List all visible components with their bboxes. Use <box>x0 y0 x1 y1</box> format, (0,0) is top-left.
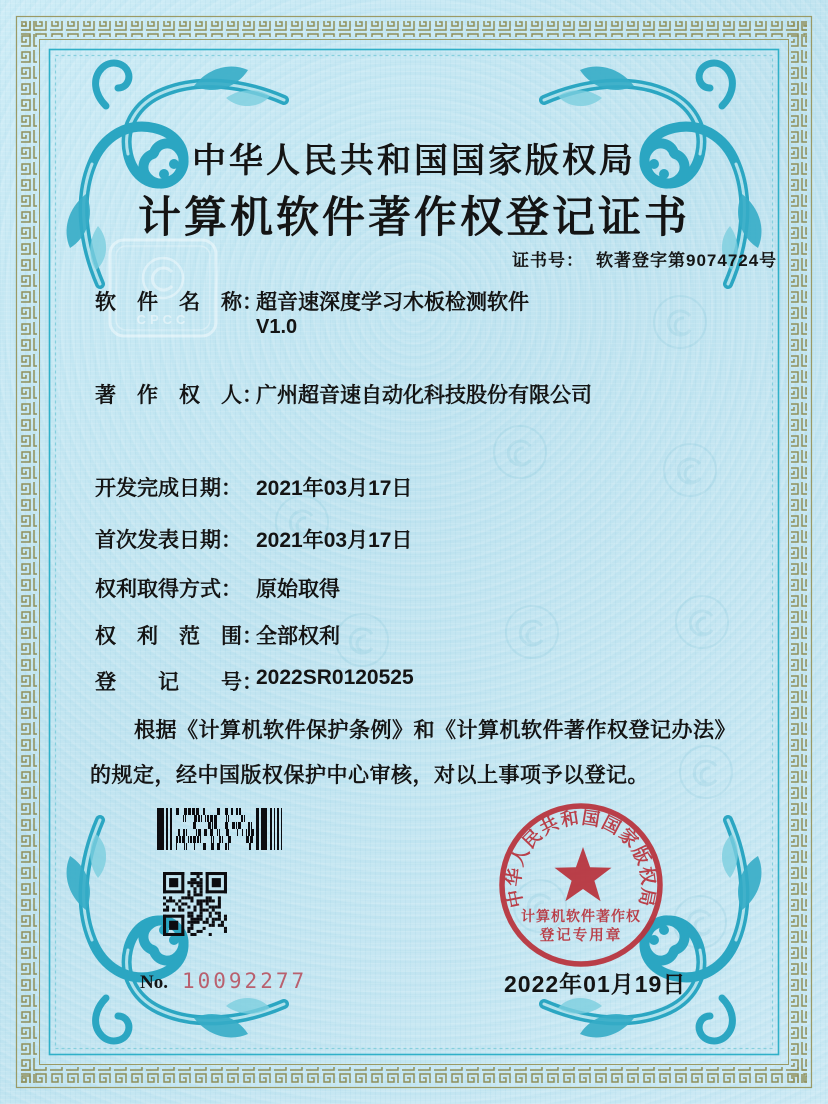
certificate-number-value: 软著登字第9074724号 <box>596 251 778 270</box>
seal-ring-text: 中华人民共和国国家版权局 <box>503 807 659 910</box>
issuer-title: 中华人民共和国国家版权局 <box>192 142 636 180</box>
registration-statement: 根据《计算机软件保护条例》和《计算机软件著作权登记办法》的规定，经中国版权保护中心审核，对以上事项予以登记。 <box>90 719 736 787</box>
field-value: 超音速深度学习木板检测软件 <box>256 291 529 314</box>
certificate-number-label: 证书号： <box>512 251 584 270</box>
watermark-text: CPCC <box>136 312 190 327</box>
field-value: 原始取得 <box>256 578 340 601</box>
field-label: 权 利 范 围： <box>95 625 263 648</box>
field-value: 全部权利 <box>256 625 340 648</box>
field-value: 2021年03月17日 <box>256 529 413 552</box>
field-label: 权利取得方式： <box>95 578 242 601</box>
issue-date: 2022年01月19日 <box>504 971 687 997</box>
serial-number: 10092277 <box>181 969 308 993</box>
serial-prefix: No. <box>140 972 168 993</box>
serial-number-line <box>140 969 307 994</box>
seal-line1: 计算机软件著作权 <box>521 908 641 924</box>
field-label: 著 作 权 人： <box>95 384 263 407</box>
field-value: 2021年03月17日 <box>256 477 413 500</box>
field-value-version: V1.0 <box>256 316 298 338</box>
field-label: 登 记 号： <box>95 671 263 694</box>
seal-line2: 登记专用章 <box>539 928 623 944</box>
field-value: 广州超音速自动化科技股份有限公司 <box>256 384 592 407</box>
official-seal <box>496 800 666 970</box>
field-label: 首次发表日期： <box>95 529 242 552</box>
certificate-number-line <box>512 246 777 271</box>
seal-star <box>555 847 612 901</box>
field-label: 开发完成日期： <box>95 477 242 500</box>
field-value: 2022SR0120525 <box>256 666 414 689</box>
field-label: 软 件 名 称： <box>95 291 263 314</box>
barcode <box>157 808 285 850</box>
qr-code <box>163 872 227 936</box>
certificate-title: 计算机软件著作权登记证书 <box>138 194 690 242</box>
